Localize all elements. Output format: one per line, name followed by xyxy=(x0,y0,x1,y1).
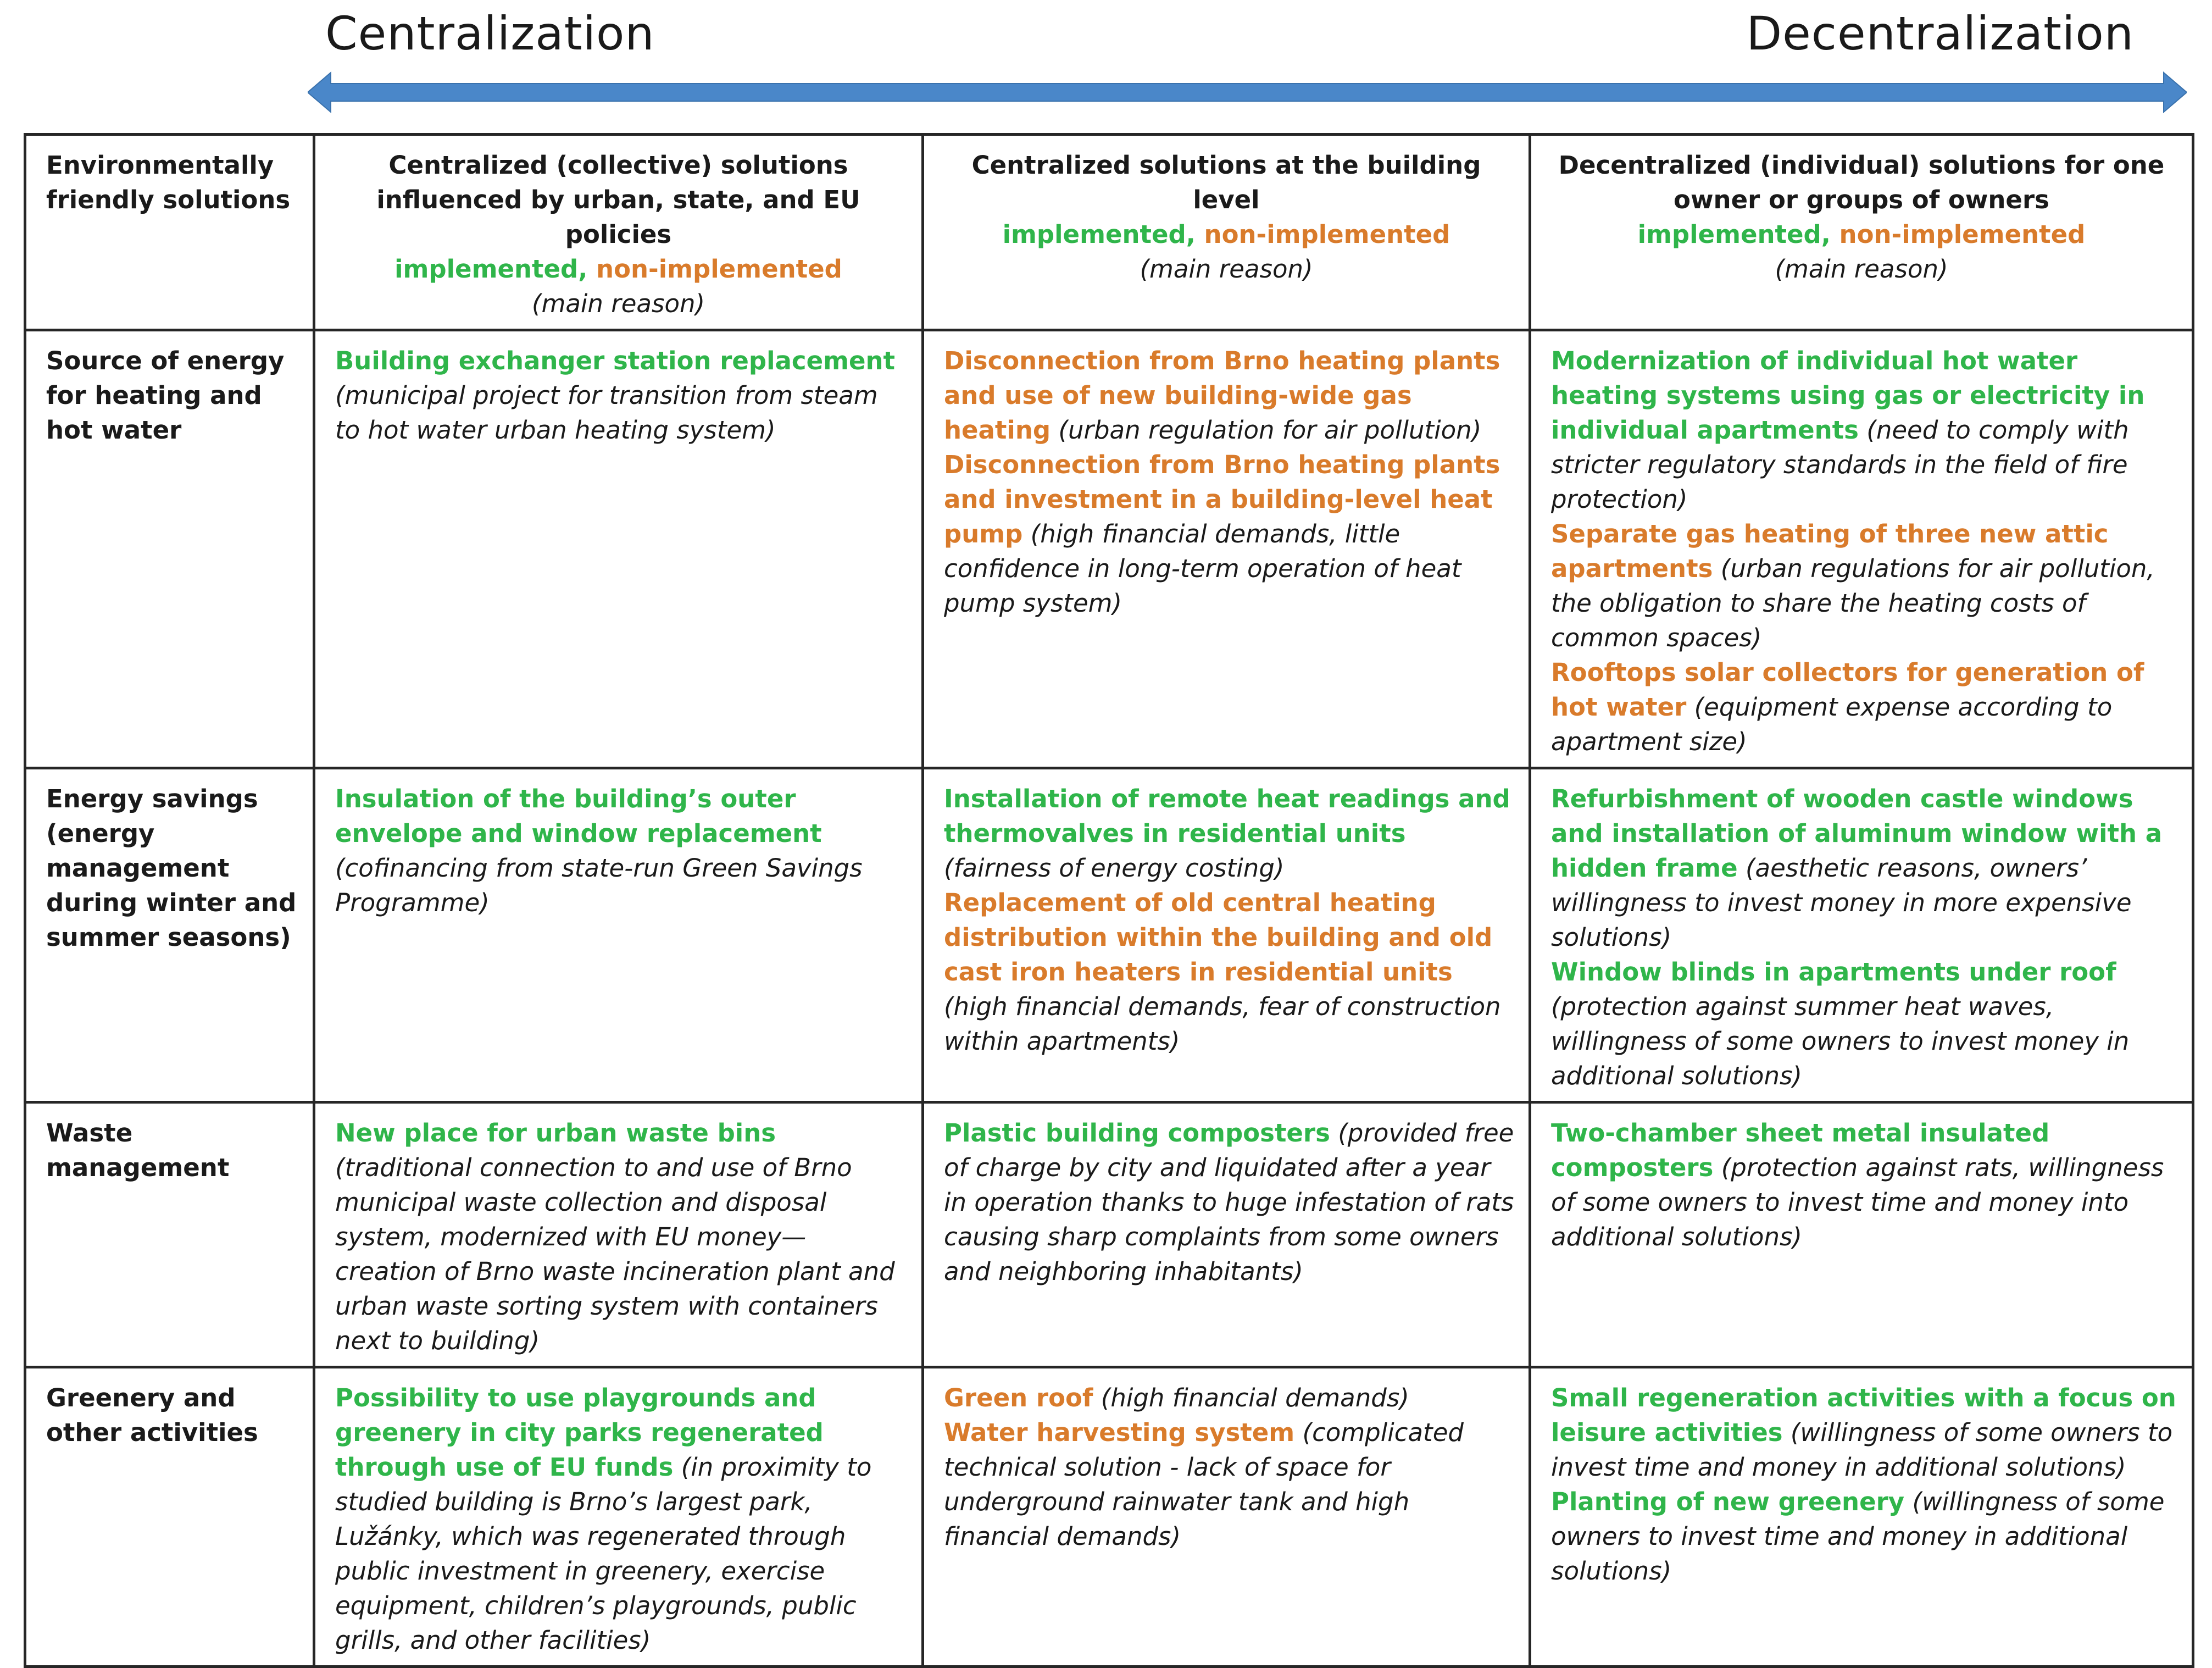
table-cell xyxy=(923,1367,1530,1667)
column-title: Centralized (collective) solutions influenced by urban, state, and EU policies xyxy=(376,151,860,249)
double-headed-arrow xyxy=(308,70,2187,114)
solution-entry xyxy=(944,447,1514,620)
solution-reason: (high financial demands, little confidence in long-term operation of heat pump system) xyxy=(944,519,1461,618)
legend xyxy=(938,217,1514,252)
solution-entry xyxy=(944,1381,1514,1415)
legend-implemented: implemented, xyxy=(1637,220,1831,249)
solution-reason: (cofinancing from state-run Green Savings Programme) xyxy=(335,854,863,917)
legend-non-implemented: non-implemented xyxy=(587,254,842,284)
solution-reason: (municipal project for transition from steam to hot water urban heating system) xyxy=(335,381,878,445)
column-reason-note: (main reason) xyxy=(531,289,705,318)
solution-entry xyxy=(944,1415,1514,1554)
solution-reason: (complicated technical solution - lack of space for underground rainwater tank and high financial demands) xyxy=(944,1418,1464,1551)
table-cell xyxy=(1530,1102,2193,1367)
implemented-solution: Window blinds in apartments under roof xyxy=(1551,957,2116,987)
solution-entry xyxy=(335,1381,907,1658)
solution-entry xyxy=(1551,655,2177,759)
solution-reason: (high financial demands) xyxy=(1093,1383,1409,1412)
table-cell xyxy=(1530,330,2193,768)
column-header-3 xyxy=(1530,135,2193,330)
table-cell xyxy=(314,330,923,768)
row-waste-management xyxy=(25,1102,2193,1367)
implemented-solution: Refurbishment of wooden castle windows and installation of aluminum window with a hidden frame xyxy=(1551,784,2163,883)
solution-reason: (urban regulations for air pollution, the obligation to share the heating costs of common spaces) xyxy=(1551,554,2155,652)
column-header-2 xyxy=(923,135,1530,330)
table-cell xyxy=(1530,768,2193,1102)
legend-non-implemented: non-implemented xyxy=(1830,220,2086,249)
row-energy-source xyxy=(25,330,2193,768)
row-label: Source of energy for heating and hot water xyxy=(25,330,314,768)
table-cell xyxy=(314,1102,923,1367)
solution-reason: (fairness of energy costing) xyxy=(944,854,1285,883)
table-cell xyxy=(314,768,923,1102)
solution-entry xyxy=(335,343,907,447)
solution-reason: (provided free of charge by city and liquidated after a year in operation thanks to huge infestation of rats causing sharp complaints from some owners and neighboring inhabitants) xyxy=(944,1118,1514,1286)
column-title: Centralized solutions at the building level xyxy=(971,151,1481,214)
solution-entry xyxy=(1551,1116,2177,1254)
non-implemented-solution: Water harvesting system xyxy=(944,1418,1295,1447)
legend xyxy=(330,252,907,286)
decentralization-label: Decentralization xyxy=(1746,7,2134,60)
row-label: Greenery and other activities xyxy=(25,1367,314,1667)
implemented-solution: Planting of new greenery xyxy=(1551,1487,1905,1516)
non-implemented-solution: Rooftops solar collectors for generation of hot water xyxy=(1551,658,2144,722)
implemented-solution: New place for urban waste bins xyxy=(335,1118,776,1148)
non-implemented-solution: Separate gas heating of three new attic apartments xyxy=(1551,519,2109,583)
row-label: Energy savings (energy management during winter and summer seasons) xyxy=(25,768,314,1102)
solution-entry xyxy=(944,343,1514,447)
row-label: Waste management xyxy=(25,1102,314,1367)
solution-entry xyxy=(1551,955,2177,1093)
legend-implemented: implemented, xyxy=(1002,220,1196,249)
row-greenery xyxy=(25,1367,2193,1667)
column-header-1 xyxy=(314,135,923,330)
implemented-solution: Two-chamber sheet metal insulated composters xyxy=(1551,1118,2050,1182)
solution-reason: (high financial demands, fear of construction within apartments) xyxy=(944,992,1501,1056)
solution-entry xyxy=(1551,782,2177,955)
solution-reason: (willingness of some owners to invest time and money in additional solutions) xyxy=(1551,1487,2165,1586)
non-implemented-solution: Disconnection from Brno heating plants and use of new building-wide gas heating xyxy=(944,346,1500,445)
implemented-solution: Possibility to use playgrounds and greenery in city parks regenerated through use of EU funds xyxy=(335,1383,824,1482)
arrow-shape xyxy=(308,73,2187,112)
table-cell xyxy=(1530,1367,2193,1667)
implemented-solution: Small regeneration activities with a focus on leisure activities xyxy=(1551,1383,2176,1447)
legend-implemented: implemented, xyxy=(394,254,588,284)
solutions-table xyxy=(24,133,2194,1668)
implemented-solution: Building exchanger station replacement xyxy=(335,346,896,375)
column-reason-note: (main reason) xyxy=(1140,254,1313,284)
implemented-solution: Plastic building composters xyxy=(944,1118,1330,1148)
implemented-solution: Modernization of individual hot water heating systems using gas or electricity in individual apartments xyxy=(1551,346,2145,445)
table-cell xyxy=(923,768,1530,1102)
solution-entry xyxy=(1551,517,2177,655)
corner-header: Environmentally friendly solutions xyxy=(25,135,314,330)
column-title: Decentralized (individual) solutions for one owner or groups of owners xyxy=(1558,151,2165,214)
row-energy-savings xyxy=(25,768,2193,1102)
solution-reason: (traditional connection to and use of Brno municipal waste collection and disposal system, modernized with EU money—creation of Brno waste incineration plant and urban waste sorting system with containers next to building) xyxy=(335,1153,895,1355)
solution-reason: (in proximity to studied building is Brno’s largest park, Lužánky, which was regenerated through public investment in greenery, exercise equipment, children’s playgrounds, public grills, and other facilities) xyxy=(335,1453,872,1655)
solution-reason: (protection against rats, willingness of some owners to invest time and money into additional solutions) xyxy=(1551,1153,2164,1251)
solution-reason: (need to comply with stricter regulatory standards in the field of fire protection) xyxy=(1551,415,2129,514)
solution-entry xyxy=(944,782,1514,885)
solution-entry xyxy=(1551,1484,2177,1588)
solution-reason: (urban regulation for air pollution) xyxy=(1051,415,1482,445)
solution-reason: (willingness of some owners to invest time and money in additional solutions) xyxy=(1551,1418,2173,1482)
solution-entry xyxy=(1551,1381,2177,1484)
table-cell xyxy=(923,330,1530,768)
solution-entry xyxy=(335,1116,907,1358)
header-row xyxy=(25,135,2193,330)
non-implemented-solution: Green roof xyxy=(944,1383,1093,1412)
centralization-label: Centralization xyxy=(325,7,655,60)
solution-entry xyxy=(1551,343,2177,517)
solution-entry xyxy=(944,1116,1514,1289)
table-cell xyxy=(923,1102,1530,1367)
legend-non-implemented: non-implemented xyxy=(1195,220,1450,249)
non-implemented-solution: Replacement of old central heating distribution within the building and old cast iron heaters in residential units xyxy=(944,888,1493,987)
non-implemented-solution: Disconnection from Brno heating plants and investment in a building-level heat pump xyxy=(944,450,1500,548)
solution-reason: (protection against summer heat waves, willingness of some owners to invest money in additional solutions) xyxy=(1551,992,2130,1090)
solution-reason: (aesthetic reasons, owners’ willingness to invest money in more expensive solutions) xyxy=(1551,854,2132,952)
table-cell xyxy=(314,1367,923,1667)
implemented-solution: Installation of remote heat readings and thermovalves in residential units xyxy=(944,784,1510,848)
implemented-solution: Insulation of the building’s outer envelope and window replacement xyxy=(335,784,822,848)
solution-entry xyxy=(944,885,1514,1059)
solution-entry xyxy=(335,782,907,920)
solution-reason: (equipment expense according to apartment size) xyxy=(1551,692,2113,756)
legend xyxy=(1546,217,2177,252)
column-reason-note: (main reason) xyxy=(1775,254,1948,284)
